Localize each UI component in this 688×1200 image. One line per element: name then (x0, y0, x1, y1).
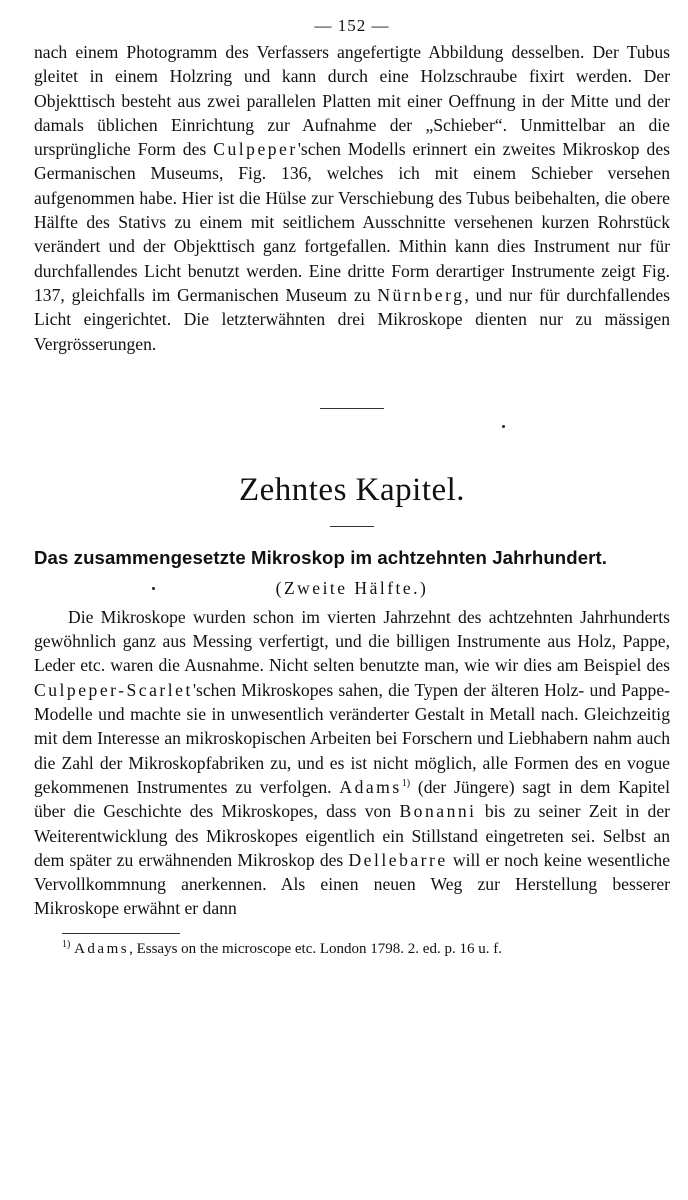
name-adams: Adams (339, 776, 402, 797)
title-divider (330, 526, 374, 527)
intro-line-2: Der Tubus gleitet in einem Holzring und kann durch eine Holzschraube (34, 42, 670, 87)
intro-paragraph (34, 40, 670, 356)
footnote (34, 938, 670, 960)
intro-line-3: fixirt werden. Der Objekttisch besteht aus zwei parallelen Platten (34, 66, 671, 111)
body-text-3: (der Jüngere) sagt in dem Kapitel über die Geschichte des Mikroskopes, dass von (34, 776, 670, 822)
name-dellebarre: Dellebarre (348, 849, 448, 870)
intro-line-1: nach einem Photogramm des Verfassers angefertigte Abbildung desselben. (34, 42, 585, 62)
footnote-text: , Essays on the microscope etc. London 1798. 2. ed. p. 16 u. f. (129, 940, 502, 957)
intro-text-a: 'schen Modells erinnert ein zweites Mikroskop des Germanischen Museums, Fig. 136, welches ich mit einem Schieber versehen aufgenommen habe. Hier ist die Hülse zur Verschiebung des Tubus beibehalten, die obere Hälfte des Stativs zu einem mit seitlichem Ausschnitte versehenen kurzen Rohrstück verändert und der Objekttisch ganz fortgefallen. Mithin kann dies Instrument nur für durchfallendes Licht benutzt werden. Eine dritte Form derartiger Instrumente zeigt Fig. 137, gleichfalls im Germanischen Museum zu (34, 139, 671, 305)
name-nuernberg: Nürnberg (377, 284, 465, 305)
page-number: — 152 — (314, 16, 390, 35)
intro-text-b: , und nur für durchfallendes Licht eingerichtet. Die letzterwähnten drei Mikroskope dienten nur zu mässigen Vergrösserungen. (34, 284, 670, 354)
subtitle-speck (152, 587, 155, 590)
name-culpeper-scarlet: Culpeper-Scarlet (34, 679, 193, 700)
footnote-reference: 1) (401, 778, 411, 790)
section-heading: Das zusammengesetzte Mikroskop im achtzehnten Jahrhundert. (34, 546, 608, 568)
intro-line-4: mit einer Oeffnung in der Mitte und der damals üblichen Einrichtung (34, 90, 671, 135)
body-text-4: bis zu seiner Zeit in der Weiterentwicklung des Mikroskopes eigentlich ein Stillstand eingetreten sei. Selbst an dem später zu erwähnenden Mikroskop des (34, 801, 670, 870)
name-culpeper: Culpeper (213, 139, 298, 160)
body-paragraph (34, 605, 670, 921)
footnote-rule (62, 933, 180, 934)
intro-line-5: zur Aufnahme der „Schieber“. Unmittelbar an die ursprüngliche (34, 114, 670, 160)
body-text-2: 'schen Mikroskopes sahen, die Typen der älteren Holz- und Pappe-Modelle und machte sie in unwesentlich veränderter Gestalt in Metall nach. Gleichzeitig mit dem Interesse an mikroskopischen Arbeiten bei Forschern und Liebhabern nahm auch die Zahl der Mikroskopfabriken zu, und es ist nicht möglich, alle Formen des en vogue gekommenen Instrumentes zu verfolgen. (34, 679, 670, 797)
intro-line-6: Form des (137, 139, 207, 160)
name-bonanni: Bonanni (399, 801, 477, 822)
body-text-5: will er noch keine wesentliche Vervollkommnung anerkennen. Als einen neuen Weg zur Herstellung besserer Mikroskope erwähnt er dann (34, 849, 670, 919)
chapter-title: Zehntes Kapitel. (238, 471, 466, 508)
body-text-1: Die Mikroskope wurden schon im vierten Jahrzehnt des achtzehnten Jahrhunderts gewöhnlich ganz aus Messing verfertigt, und die billigen Instrumente aus Holz, Pappe, Leder etc. waren die Ausnahme. Nicht selten benutzte man, wie wir dies am Beispiel des (34, 606, 670, 676)
subtitle-row (34, 575, 670, 601)
print-speck (502, 425, 505, 428)
footnote-marker: 1) (62, 938, 71, 950)
section-divider (320, 408, 384, 409)
book-page (34, 12, 670, 960)
footnote-author: Adams (74, 940, 130, 957)
chapter-subtitle: (Zweite Hälfte.) (275, 577, 429, 598)
